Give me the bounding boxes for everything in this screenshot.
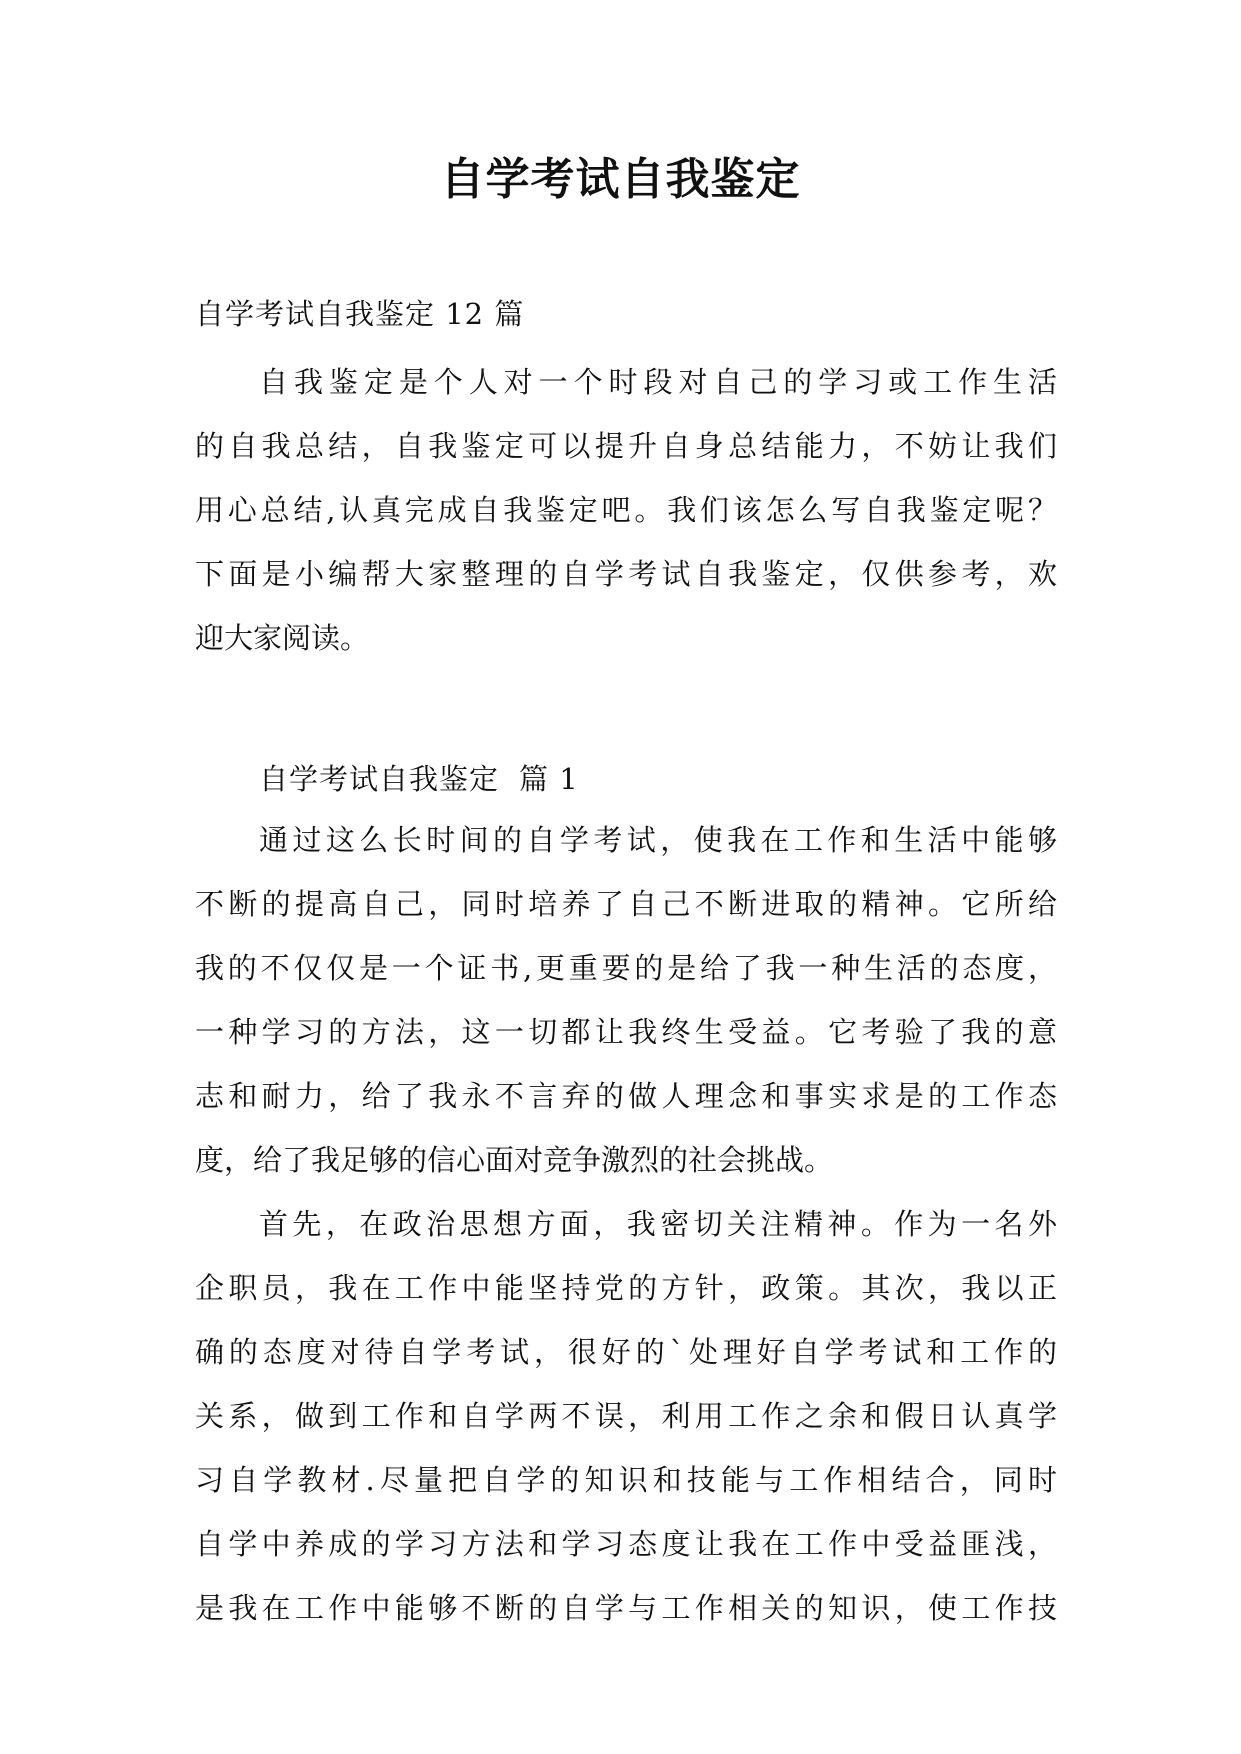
intro-line: 迎大家阅读。 — [195, 621, 370, 655]
intro-line: 的自我总结，自我鉴定可以提升自身总结能力，不妨让我们 — [195, 429, 1057, 463]
paragraph-line: 关系，做到工作和自学两不误，利用工作之余和假日认真学 — [195, 1399, 1057, 1433]
section1-paragraph-2 — [195, 1192, 1057, 1640]
document-title: 自学考试自我鉴定 — [440, 154, 801, 205]
section-heading-title: 自学考试自我鉴定 — [259, 762, 500, 796]
paragraph-line: 企职员，我在工作中能坚持党的方针，政策。其次，我以正 — [195, 1271, 1057, 1305]
paragraph-line: 自学中养成的学习方法和学习态度让我在工作中受益匪浅， — [195, 1527, 1057, 1561]
section-heading-number: 篇 1 — [519, 762, 579, 796]
paragraph-line: 我的不仅仅是一个证书,更重要的是给了我一种生活的态度， — [195, 951, 1057, 985]
paragraph-line: 度，给了我足够的信心面对竞争激烈的社会挑战。 — [195, 1143, 834, 1177]
intro-paragraph — [195, 350, 1057, 670]
section1-paragraph-1 — [195, 808, 1057, 1192]
paragraph-line: 首先，在政治思想方面，我密切关注精神。作为一名外 — [259, 1207, 1057, 1241]
paragraph-line: 一种学习的方法，这一切都让我终生受益。它考验了我的意 — [195, 1015, 1057, 1049]
paragraph-line: 确的态度对待自学考试，很好的`处理好自学考试和工作的 — [195, 1335, 1057, 1369]
paragraph-line: 志和耐力，给了我永不言弃的做人理念和事实求是的工作态 — [195, 1079, 1057, 1113]
intro-line: 用心总结,认真完成自我鉴定吧。我们该怎么写自我鉴定呢？ — [195, 493, 1057, 527]
paragraph-line: 不断的提高自己，同时培养了自己不断进取的精神。它所给 — [195, 887, 1057, 921]
paragraph-line: 通过这么长时间的自学考试，使我在工作和生活中能够 — [259, 823, 1057, 857]
paragraph-line: 是我在工作中能够不断的自学与工作相关的知识，使工作技 — [195, 1591, 1057, 1625]
section-heading — [259, 759, 579, 799]
intro-line: 下面是小编帮大家整理的自学考试自我鉴定，仅供参考，欢 — [195, 557, 1057, 591]
document-subtitle: 自学考试自我鉴定 12 篇 — [195, 297, 525, 331]
intro-line: 自我鉴定是个人对一个时段对自己的学习或工作生活 — [259, 365, 1057, 399]
paragraph-line: 习自学教材.尽量把自学的知识和技能与工作相结合，同时 — [195, 1463, 1057, 1497]
